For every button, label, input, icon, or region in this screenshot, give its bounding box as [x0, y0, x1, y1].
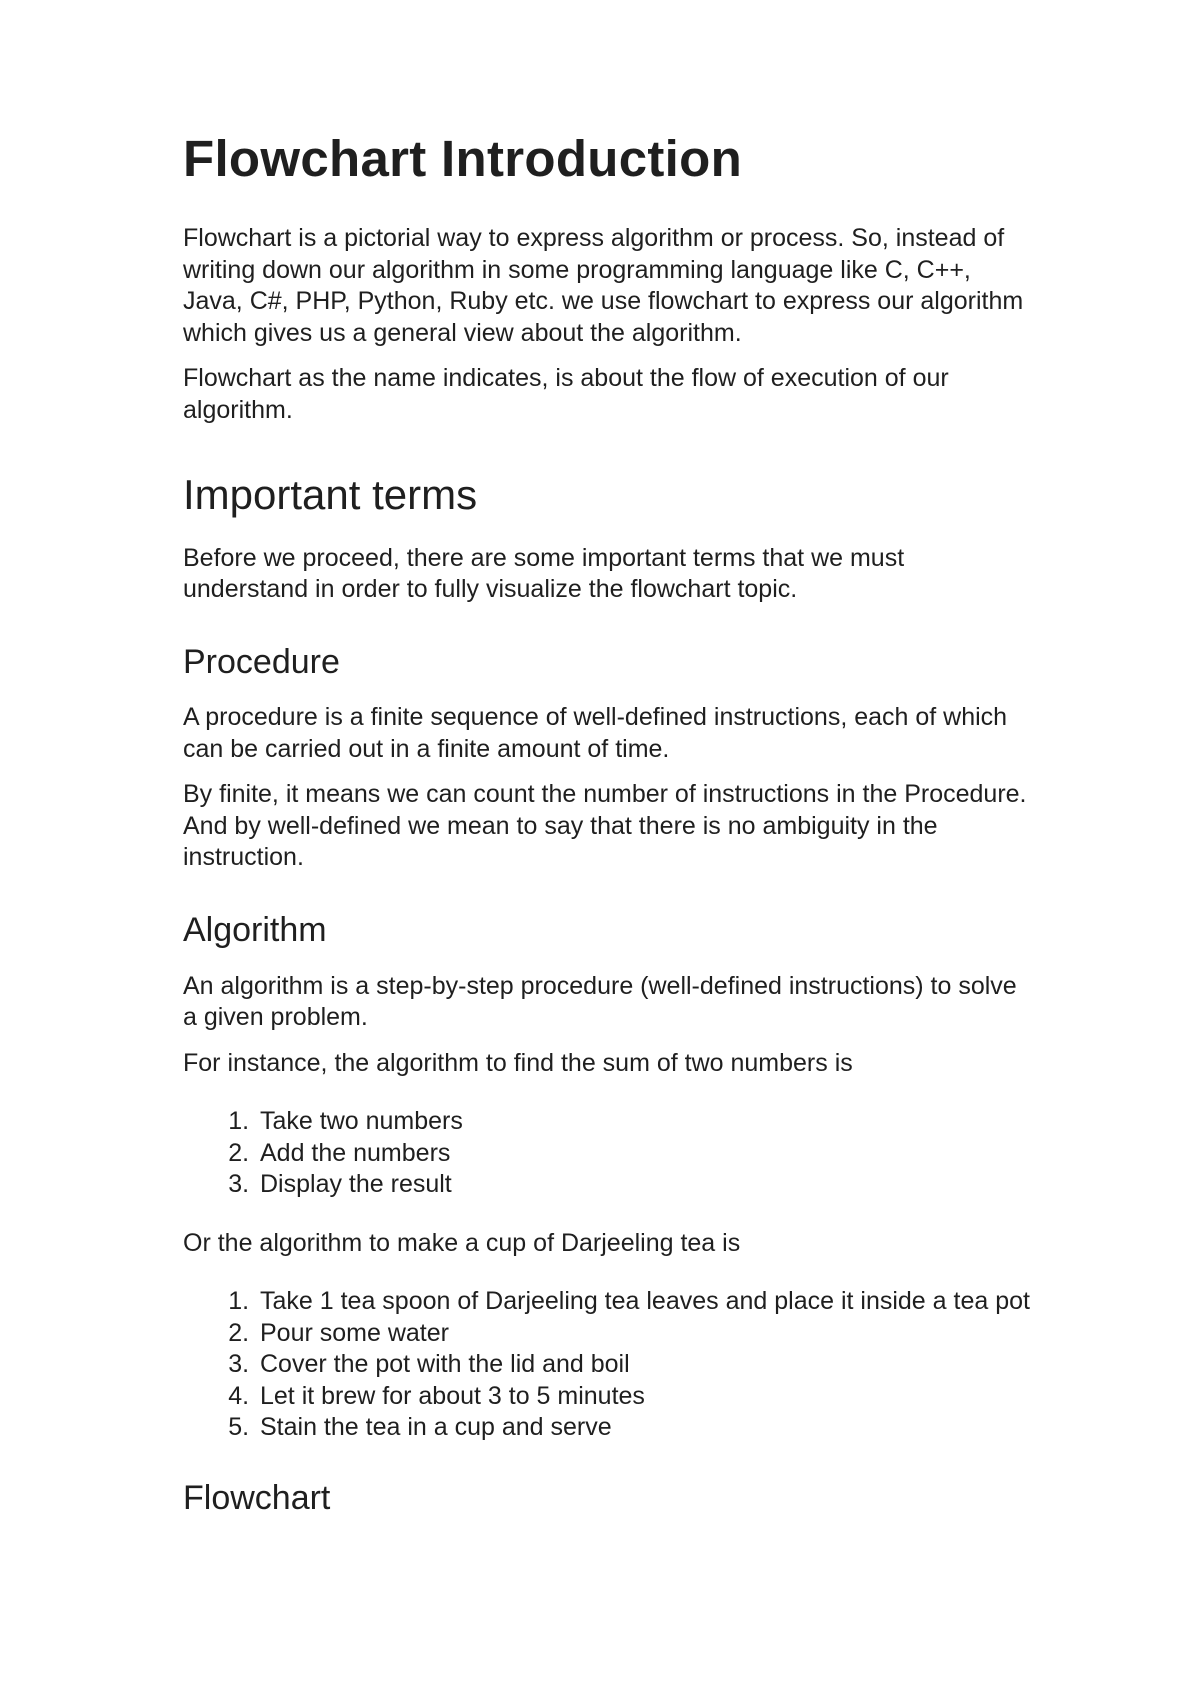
algorithm-paragraph-3: Or the algorithm to make a cup of Darjeeling tea is: [183, 1228, 741, 1257]
flowchart-heading: Flowchart: [183, 1478, 331, 1517]
list-item: 3. Display the result: [256, 1169, 1033, 1201]
procedure-paragraph-2: By finite, it means we can count the number of instructions in the Procedure. And by well-defined we mean to say that there is no ambiguity in the instruction.: [183, 780, 1027, 872]
document-page: [183, 128, 1033, 1538]
important-terms-heading: Important terms: [183, 471, 478, 519]
sum-algorithm-list: [183, 1106, 1033, 1201]
algorithm-paragraph-2: For instance, the algorithm to find the sum of two numbers is: [183, 1048, 853, 1077]
procedure-paragraph-1: A procedure is a finite sequence of well-defined instructions, each of which can be carried out in a finite amount of time.: [183, 703, 1008, 763]
list-item: 2. Pour some water: [256, 1318, 1033, 1350]
procedure-heading: Procedure: [183, 642, 340, 681]
list-item: 5. Stain the tea in a cup and serve: [256, 1412, 1033, 1444]
list-item: 1. Take two numbers: [256, 1106, 1033, 1138]
important-terms-paragraph: Before we proceed, there are some important terms that we must understand in order to fully visualize the flowchart topic.: [183, 543, 905, 604]
intro-paragraph-2: Flowchart as the name indicates, is about the flow of execution of our algorithm.: [183, 364, 949, 424]
list-item: 3. Cover the pot with the lid and boil: [256, 1349, 1033, 1381]
list-item: 2. Add the numbers: [256, 1138, 1033, 1170]
list-item: 4. Let it brew for about 3 to 5 minutes: [256, 1381, 1033, 1413]
tea-algorithm-list: [183, 1286, 1033, 1444]
intro-paragraph-1: Flowchart is a pictorial way to express algorithm or process. So, instead of writing down our algorithm in some programming language like C, C++, Java, C#, PHP, Python, Ruby etc. we use flowchart to express our algorithm which gives us a general view about the algorithm.: [183, 224, 1024, 347]
list-item: 1. Take 1 tea spoon of Darjeeling tea leaves and place it inside a tea pot: [256, 1286, 1033, 1318]
algorithm-heading: Algorithm: [183, 910, 327, 949]
page-title: Flowchart Introduction: [183, 130, 743, 187]
algorithm-paragraph-1: An algorithm is a step-by-step procedure (well-defined instructions) to solve a given problem.: [183, 971, 1017, 1032]
